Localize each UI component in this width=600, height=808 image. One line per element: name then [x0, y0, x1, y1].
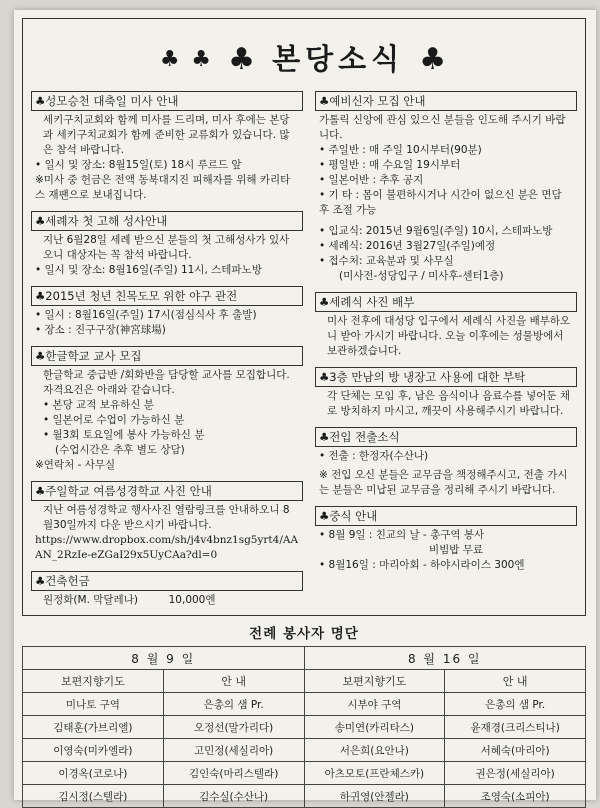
section-heading: ♣세례자 첫 고해 성사안내: [31, 211, 303, 231]
section-summer-photos: [31, 481, 303, 563]
volunteer-name: 김인숙(마리스텔라): [163, 762, 304, 785]
column-header: 안 내: [163, 670, 304, 693]
column-header: 안 내: [445, 670, 586, 693]
section-text: • 세례식: 2016년 3월27일(주일)예정: [319, 240, 496, 252]
section-text: • 8월16일 : 마리아회 - 하야시라이스 300엔: [319, 559, 525, 571]
section-text: 가톨릭 신앙에 관심 있으신 분들을 인도해 주시기 바랍니다.: [319, 114, 566, 141]
section-heading: ♣예비신자 모집 안내: [315, 91, 577, 111]
section-heading: ♣한글학교 교사 모집: [31, 346, 303, 366]
volunteer-name: 이경옥(코로나): [23, 762, 164, 785]
section-text: • 일시 : 8월16일(주일) 17시(점심식사 후 출발): [35, 309, 257, 321]
section-catechumen: [315, 91, 577, 284]
section-heading: ♣3층 만남의 방 냉장고 사용에 대한 부탁: [315, 367, 577, 387]
volunteer-name: 서은희(요안나): [304, 739, 445, 762]
table-row: [23, 716, 586, 739]
volunteer-name: 송미연(카리타스): [304, 716, 445, 739]
section-fridge: [315, 367, 577, 419]
club-icon: ♣ ♣: [159, 47, 213, 72]
section-text: 세키구치교회와 함께 미사를 드리며, 미사 후에는 본당과 세키구치교회가 함께 준비한 교류회가 있습니다. 많은 참석 바랍니다.: [43, 114, 290, 156]
section-text: (수업시간은 추후 별도 상담): [55, 444, 185, 456]
section-assumption-mass: [31, 91, 303, 203]
section-text: • 8월 9일 : 친교의 날 - 총구역 봉사: [319, 529, 485, 541]
section-text: • 전출 : 한정자(수산나): [319, 450, 429, 462]
date-header: 8 월 9 일: [23, 647, 305, 670]
column-subheader: 시부야 구역: [304, 693, 445, 716]
volunteer-name: 조영숙(소피아): [445, 785, 586, 808]
section-baptism-photos: [315, 292, 577, 359]
volunteer-name: 권은정(세실리아): [445, 762, 586, 785]
section-text: 한글학교 중급반 /회화반을 담당할 교사를 모집합니다. 자격요건은 아래와 같습니다.: [43, 369, 290, 396]
volunteer-name: 윤재경(크리스티나): [445, 716, 586, 739]
section-text: • 장소 : 진구구장(神宮球場): [35, 324, 166, 336]
club-icon-large: ♣: [228, 42, 257, 77]
section-text: 비빔밥 무료: [429, 544, 484, 556]
column-subheader: 미나토 구역: [23, 693, 164, 716]
volunteer-name: 김시정(스텔라): [23, 785, 164, 808]
section-text: 미사 전후에 대성당 입구에서 세례식 사진을 배부하오니 받아 가시기 바랍니다. 오늘 이후에는 성물방에서 보관하겠습니다.: [327, 315, 571, 357]
column-header: 보편지향기도: [23, 670, 164, 693]
club-icon-right: ♣: [419, 42, 449, 77]
section-text: ※ 전입 오신 분들은 교무금을 책정해주시고, 전출 가시는 분들은 미납된 교무금을 정리해 주시기 바랍니다.: [319, 469, 568, 496]
section-first-confession: [31, 211, 303, 278]
section-text: • 주일반 : 매 주일 10시부터(90분): [319, 144, 482, 156]
date-header: 8 월 16 일: [304, 647, 586, 670]
section-heading: ♣주일학교 여름성경학교 사진 안내: [31, 481, 303, 501]
section-text: • 입교식: 2015년 9월6일(주일) 10시, 스테파노방: [319, 225, 553, 237]
section-text: ※미사 중 헌금은 전액 동북대지진 피해자를 위해 카리타스 재팬으로 보내집니다.: [35, 174, 291, 201]
right-column: [315, 91, 577, 581]
bulletin-page: [14, 10, 596, 803]
volunteer-name: 아츠모토(프란체스카): [304, 762, 445, 785]
section-heading: ♣건축헌금: [31, 571, 303, 591]
table-row: [23, 762, 586, 785]
table-row: [23, 785, 586, 808]
column-subheader: 은총의 샘 Pr.: [163, 693, 304, 716]
section-text: (미사전-성당입구 / 미사후-센터1층): [339, 270, 504, 282]
section-text: ※연락처 - 사무실: [35, 459, 116, 471]
section-text: • 평일반 : 매 수요일 19시부터: [319, 159, 461, 171]
dropbox-link[interactable]: https://www.dropbox.com/sh/j4v4bnz1sg5yrt4/AAAN_2RzIe-eZGaI29x5UyCAa?dl=0: [35, 534, 299, 561]
left-column: [31, 91, 303, 616]
section-transfer: [315, 427, 577, 498]
column-header: 보편지향기도: [304, 670, 445, 693]
section-text: 지난 6월28일 세례 받으신 분들의 첫 고해성사가 있사오니 대상자는 꼭 참석 바랍니다.: [43, 234, 290, 261]
section-text: • 월3회 토요일에 봉사 가능하신 분: [43, 429, 205, 441]
section-baseball: [31, 286, 303, 338]
section-building-donation: [31, 571, 303, 608]
section-lunch: [315, 506, 577, 573]
section-text: 지난 여름성경학교 행사사진 열람링크를 안내하오니 8월30일까지 다운 받으시기 바랍니다.: [43, 504, 290, 531]
section-heading: ♣성모승천 대축일 미사 안내: [31, 91, 303, 111]
schedule-title: 전례 봉사자 명단: [249, 626, 359, 642]
volunteer-name: 이영숙(미카엘라): [23, 739, 164, 762]
section-text: 각 단체는 모임 후, 남은 음식이나 음료수를 넣어둔 채로 방치하지 마시고, 깨끗이 사용해주시기 바랍니다.: [327, 390, 571, 417]
volunteer-name: 오정선(말가리다): [163, 716, 304, 739]
liturgy-schedule: [22, 622, 586, 808]
volunteer-name: 하귀영(안젤라): [304, 785, 445, 808]
volunteer-name: 서혜숙(마리아): [445, 739, 586, 762]
section-heading: ♣세례식 사진 배부: [315, 292, 577, 312]
section-text: • 일본어로 수업이 가능하신 분: [43, 414, 185, 426]
section-text: • 일시 및 장소: 8월16일(주일) 11시, 스테파노방: [35, 264, 262, 276]
volunteer-name: 김태훈(가브리엘): [23, 716, 164, 739]
page-title: 본당소식: [272, 42, 405, 76]
section-heading: ♣2015년 청년 친목도모 위한 야구 관전: [31, 286, 303, 306]
table-row: [23, 739, 586, 762]
section-heading: ♣중식 안내: [315, 506, 577, 526]
volunteer-name: 고민정(세실리아): [163, 739, 304, 762]
masthead: [23, 37, 585, 78]
volunteer-name: 김수실(수산나): [163, 785, 304, 808]
news-frame: [22, 18, 586, 616]
section-text: • 일본어반 : 추후 공지: [319, 174, 424, 186]
donor-name: 원정화(M. 막달레나): [43, 594, 138, 606]
section-hangul-teacher: [31, 346, 303, 473]
section-text: • 일시 및 장소: 8월15일(토) 18시 루르드 앞: [35, 159, 242, 171]
column-subheader: 은총의 샘 Pr.: [445, 693, 586, 716]
section-text: • 접수처: 교육분과 및 사무실: [319, 255, 454, 267]
section-text: • 본당 교적 보유하신 분: [43, 399, 154, 411]
section-text: • 기 타 : 몸이 불편하시거나 시간이 없으신 분은 면담 후 조절 가능: [319, 189, 562, 216]
schedule-table: [22, 646, 586, 808]
donation-amount: 10,000엔: [168, 594, 216, 606]
section-heading: ♣전입 전출소식: [315, 427, 577, 447]
